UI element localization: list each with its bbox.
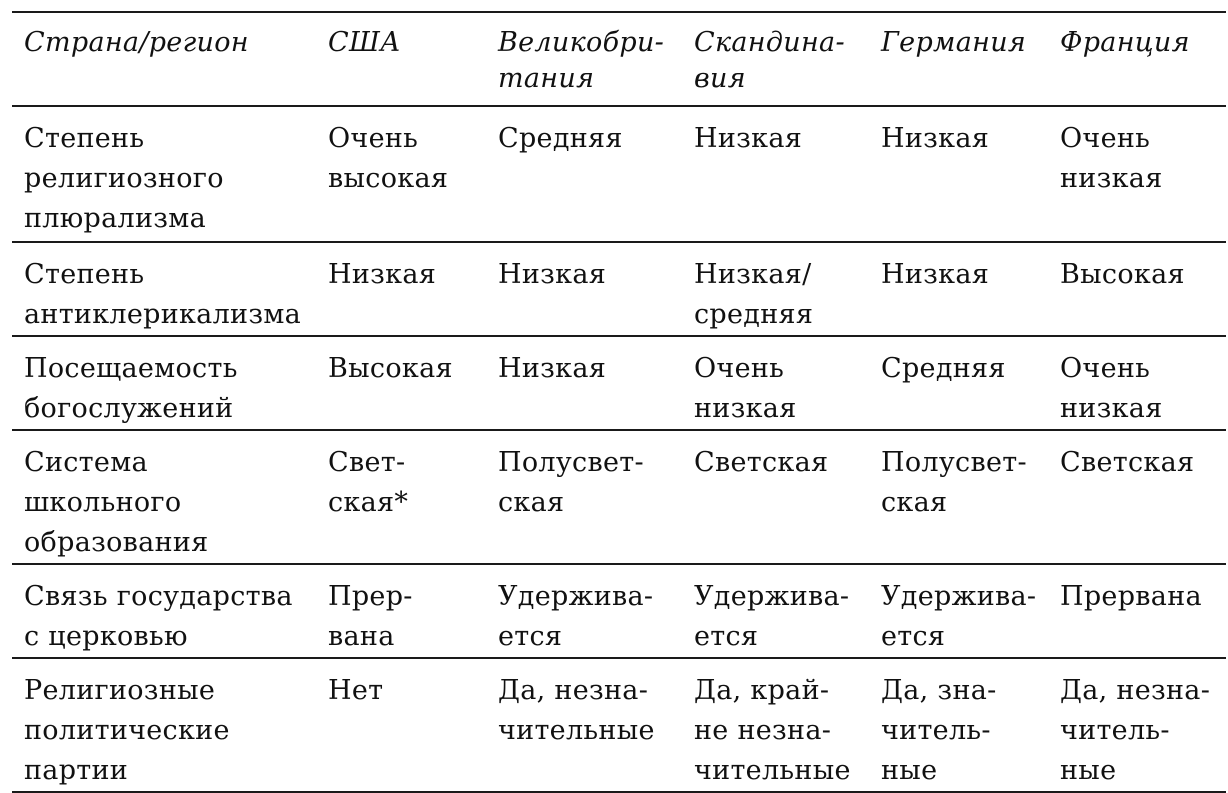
- cell-france: Высокая: [1060, 259, 1185, 290]
- cell-germany: Удержива- ется: [881, 581, 1037, 652]
- row-label: Религиозные политические партии: [24, 675, 230, 786]
- cell-uk: Удержива- ется: [498, 581, 654, 652]
- cell-france: Да, незна- читель- ные: [1060, 675, 1211, 786]
- table-row: [12, 242, 1226, 336]
- cell-france: Светская: [1060, 447, 1195, 478]
- table-row: [12, 336, 1226, 430]
- cell-france: Очень низкая: [1060, 123, 1163, 194]
- cell-germany: Средняя: [881, 353, 1006, 384]
- cell-scandinavia: Светская: [694, 447, 829, 478]
- table-header-row: [12, 12, 1226, 106]
- cell-germany: Да, зна- читель- ные: [881, 675, 997, 786]
- cell-france: Прервана: [1060, 581, 1202, 612]
- table-row: [12, 564, 1226, 658]
- cell-uk: Низкая: [498, 259, 607, 290]
- cell-germany: Низкая: [881, 123, 990, 154]
- header-scandinavia: Скандина- вия: [694, 27, 845, 94]
- header-germany: Германия: [881, 27, 1027, 58]
- cell-uk: Да, незна- чительные: [498, 675, 655, 746]
- cell-usa: Низкая: [328, 259, 437, 290]
- header-usa: США: [328, 27, 401, 58]
- cell-uk: Средняя: [498, 123, 623, 154]
- cell-uk: Низкая: [498, 353, 607, 384]
- cell-usa: Очень высокая: [328, 123, 449, 194]
- header-region: Страна/регион: [24, 27, 249, 58]
- row-label: Степень религиозного плюрализма: [24, 123, 224, 234]
- row-label: Система школьного образования: [24, 447, 209, 558]
- cell-germany: Полусвет- ская: [881, 447, 1027, 518]
- cell-scandinavia: Низкая: [694, 123, 803, 154]
- row-label: Связь государства с церковью: [24, 581, 293, 652]
- cell-usa: Нет: [328, 675, 384, 706]
- religion-comparison-table: [12, 11, 1226, 793]
- row-label: Степень антиклерикализма: [24, 259, 302, 330]
- header-france: Франция: [1060, 27, 1190, 58]
- row-label: Посещаемость богослужений: [24, 353, 238, 424]
- cell-usa: Свет- ская*: [328, 447, 409, 518]
- cell-scandinavia: Удержива- ется: [694, 581, 850, 652]
- comparison-table-container: [12, 11, 1226, 793]
- cell-germany: Низкая: [881, 259, 990, 290]
- table-row: [12, 106, 1226, 242]
- cell-usa: Высокая: [328, 353, 453, 384]
- cell-uk: Полусвет- ская: [498, 447, 644, 518]
- table-row: [12, 658, 1226, 792]
- cell-scandinavia: Очень низкая: [694, 353, 797, 424]
- cell-scandinavia: Да, край- не незна- чительные: [694, 675, 851, 786]
- cell-usa: Прер- вана: [328, 581, 413, 652]
- cell-france: Очень низкая: [1060, 353, 1163, 424]
- header-uk: Великобри- тания: [498, 27, 665, 94]
- table-row: [12, 430, 1226, 564]
- cell-scandinavia: Низкая/ средняя: [694, 259, 814, 330]
